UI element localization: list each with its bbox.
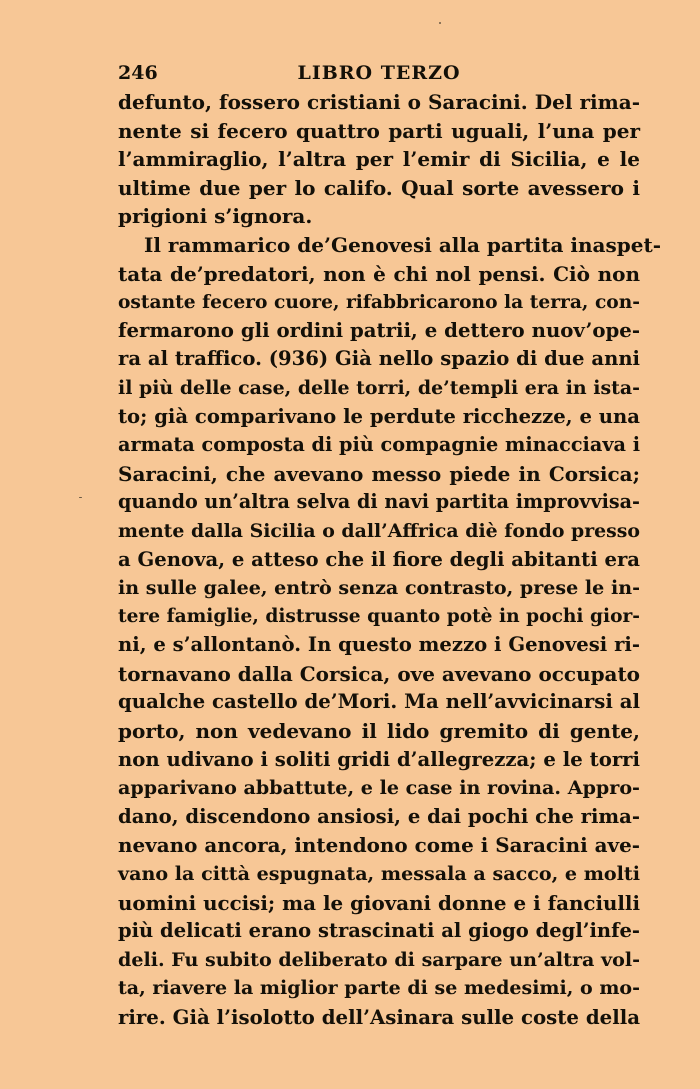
text-line: tata de’predatori, non è chi nol pensi. Ciò non [118,261,640,286]
text-line: porto, non vedevano il lido gremito di gente, [118,719,640,744]
paragraph [118,231,661,1089]
running-title: LIBRO TERZO [297,62,461,84]
text-line: mente dalla Sicilia o dall’Affrica diè fondo presso [118,519,640,542]
text-line [118,1032,640,1061]
body-text [118,88,661,1089]
text-line: dano, discendono ansiosi, e dai pochi che rima- [118,804,640,828]
text-line: ra al traffico. (936) Già nello spazio di due anni [118,347,640,371]
text-line: ostante fecero cuore, rifabbricarono la terra, con- [118,291,640,314]
text-line: uomini uccisi; ma le giovani donne e i fanciulli [118,890,640,915]
text-line: a Genova, e atteso che il fiore degli abitanti era [118,547,640,571]
text-line: non udivano i soliti gridi d’allegrezza; e le torri [118,747,640,771]
paper-speck [439,22,441,24]
text-line: defunto, fossero cristiani o Saracini. Del rima- [118,90,640,114]
page-number: 246 [118,62,158,84]
text-line: apparivano abbattute, e le case in rovina. Appro- [118,776,640,800]
text-line: ni, e s’allontanò. In questo mezzo i Genovesi ri- [118,633,640,657]
text-line: ultime due per lo califo. Qual sorte avessero i [118,175,640,200]
text-line: prigioni s’ignora. [118,204,313,229]
text-line: Il rammarico de’Genovesi alla partita inaspet- [144,232,661,257]
text-line: armata composta di più compagnie minacciava i [118,433,640,457]
text-line: ta, riavere la miglior parte di se medesimi, o mo- [118,977,640,1000]
text-line: tornavano dalla Corsica, ove avevano occupato [118,661,640,686]
text-line: qualche castello de’Mori. Ma nell’avvicinarsi al [118,690,640,714]
running-head [118,58,640,88]
text-line [118,1060,640,1089]
text-line: in sulle galee, entrò senza contrasto, prese le in- [118,577,640,600]
text-line: rire. Già l’isolotto dell’Asinara sulle coste della [118,1005,640,1029]
text-line: nevano ancora, intendono come i Saracini ave- [118,833,640,858]
text-line: nente si fecero quattro parti uguali, l’una per [118,118,640,143]
text-line: l’ammiraglio, l’altra per l’emir di Sicilia, e le [118,147,640,172]
text-line: quando un’altra selva di navi partita improvvisa- [118,490,640,514]
text-line: il più delle case, delle torri, de’templi era in ista- [118,376,640,399]
text-line: fermarono gli ordini patrii, e dettero nuov’ope- [118,318,640,342]
text-line: to; già comparivano le perdute ricchezze, e una [118,404,640,428]
book-page [118,58,661,1089]
text-line: tere famiglie, distrusse quanto potè in pochi gior- [118,605,640,627]
text-line: più delicati erano strascinati al giogo degl’infe- [118,919,640,943]
paragraph-continued [118,88,640,231]
paper-speck [79,497,82,498]
text-line: deli. Fu subito deliberato di sarpare un’altra vol- [118,948,640,971]
text-line: vano la città espugnata, messala a sacco, e molti [118,862,640,886]
text-line: Saracini, che avevano messo piede in Corsica; [118,461,640,486]
